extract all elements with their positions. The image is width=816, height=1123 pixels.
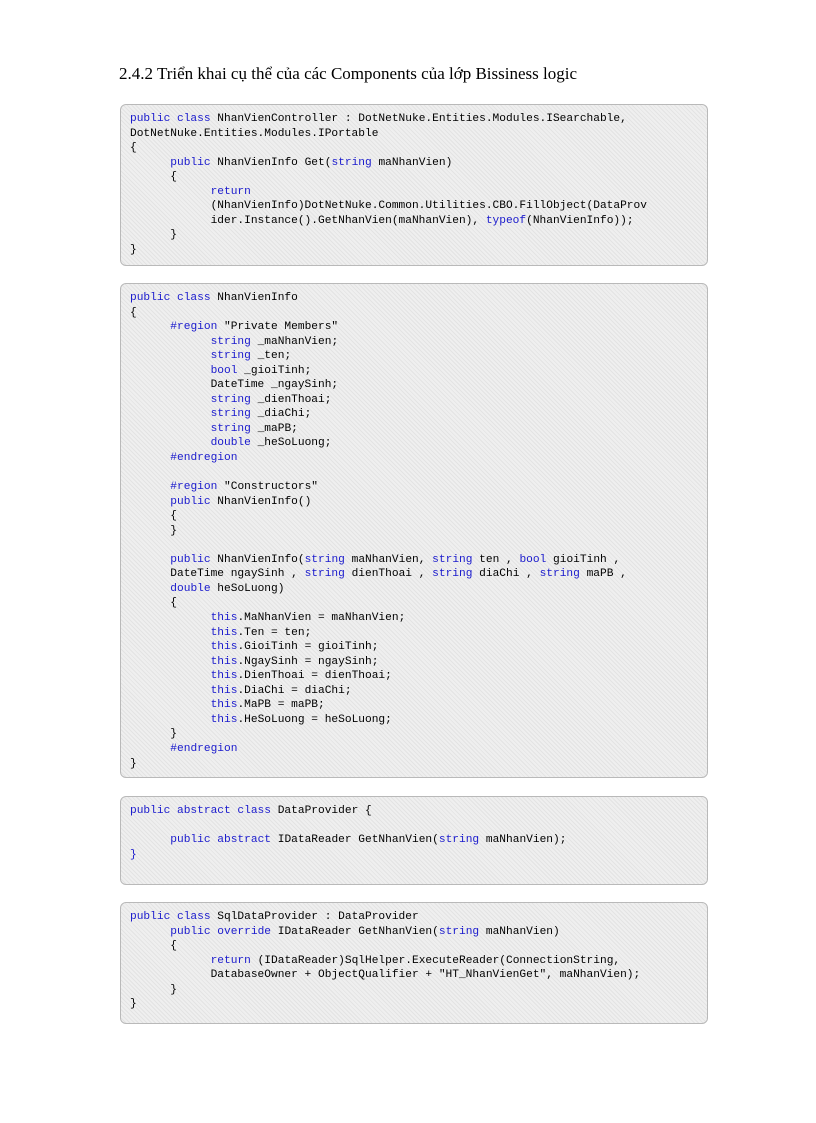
code-keyword: this [210,713,238,726]
code-text: _diaChi; [250,408,312,421]
code-block-data-provider [120,796,708,885]
code-keyword: this [210,655,238,668]
code-line [130,684,627,699]
code-line [130,320,627,335]
code-text: _maNhanVien; [250,335,339,348]
code-text: _gioiTinh; [237,364,312,377]
code-text [130,554,170,566]
code-keyword: this [210,626,238,639]
code-keyword: public abstract [170,834,272,847]
code-keyword: this [210,684,238,697]
code-keyword: string [432,553,473,566]
code-keyword: #region [170,321,218,334]
code-text [130,641,211,653]
code-line [130,306,627,321]
code-text: _ten; [250,350,292,363]
code-keyword: string [210,350,251,363]
code-text: maNhanVien); [479,834,567,847]
code-text: } [130,757,137,770]
code-line [130,804,566,819]
code-line [130,422,627,437]
code-line [130,954,640,969]
code-text [130,423,211,435]
code-line [130,364,627,379]
code-line [130,335,627,350]
code-line [130,243,647,258]
code-text: SqlDataProvider : DataProvider [210,911,419,923]
code-text: (NhanVienInfo)DotNetNuke.Common.Utilities.CBO.FillObject(DataProv [130,200,647,213]
code-text: dienThoai , [344,568,433,581]
code-text: } [130,243,137,256]
code-block-sql-data-provider [120,902,708,1024]
code-line [130,939,640,954]
code-text: } [130,728,177,741]
code-text: maNhanVien) [479,925,560,938]
code-keyword: string [539,568,580,581]
code-text: .MaNhanVien = maNhanVien; [237,612,406,625]
code-text: ten , [472,553,520,566]
code-text [130,955,211,967]
code-keyword: public [170,156,211,169]
code-keyword: public class [130,292,211,304]
code-line [130,199,647,214]
code-text [130,481,170,493]
code-line [130,480,627,495]
code-keyword: string [331,156,372,169]
code-text: .NgaySinh = ngaySinh; [237,655,379,668]
code-line [130,228,647,243]
code-line [130,170,647,185]
code-line [130,185,647,200]
code-text: maNhanVien) [371,156,453,169]
code-keyword: public [170,553,211,566]
code-text [130,408,211,420]
code-keyword: typeof [485,214,527,227]
code-text [130,714,211,726]
code-line [130,214,647,229]
code-text: IDataReader GetNhanVien( [271,925,439,938]
code-keyword: string [438,834,480,847]
code-text: "Private Members" [217,321,339,334]
code-text: } [130,229,177,242]
code-line [130,925,640,940]
code-text [130,365,211,377]
code-keyword: bool [519,553,547,566]
code-text [130,583,170,595]
code-line [130,848,566,863]
code-text: .DiaChi = diaChi; [237,684,352,697]
code-text: .MaPB = maPB; [237,699,325,712]
code-text: _heSoLuong; [250,437,332,450]
code-text: maPB , [579,568,627,581]
code-keyword: string [304,553,345,566]
code-text: { [130,940,177,953]
code-line [130,819,566,834]
code-text [130,336,211,348]
code-text [130,394,211,406]
code-line [130,495,627,510]
code-line [130,655,627,670]
code-line [130,968,640,983]
code-text [130,612,211,624]
code-text [130,321,170,333]
code-text: NhanVienInfo [210,292,298,304]
code-text: NhanVienInfo Get( [210,156,332,169]
code-text: DateTime ngaySinh , [130,568,305,581]
code-keyword: string [210,422,251,435]
code-line [130,141,647,156]
code-keyword: public abstract class [130,805,271,817]
code-keyword: string [210,408,251,421]
code-line [130,524,627,539]
code-line [130,669,627,684]
code-line [130,349,627,364]
code-keyword: string [432,568,473,581]
code-line [130,713,627,728]
code-keyword: public override [170,925,272,938]
code-text [130,186,211,198]
code-text: NhanVienInfo( [210,553,305,566]
code-text: DotNetNuke.Entities.Modules.IPortable [130,127,379,140]
code-line [130,626,627,641]
code-keyword: string [210,393,251,406]
code-line [130,466,627,481]
code-keyword: return [210,185,251,198]
code-listing [130,112,647,257]
code-text: DataProvider { [271,805,372,817]
code-text: { [130,306,137,319]
code-line [130,436,627,451]
code-line [130,538,627,553]
code-text [130,743,170,755]
code-text: NhanVienController : DotNetNuke.Entities.Modules.ISearchable, [210,113,627,125]
code-text: NhanVienInfo() [210,495,312,508]
code-text [130,627,211,639]
code-keyword: bool [210,364,238,377]
code-block-nhanvien-info [120,283,708,778]
code-text: } [130,524,177,537]
code-text [130,699,211,711]
code-line [130,757,627,772]
code-keyword: string [304,568,345,581]
code-text: heSoLuong) [210,582,285,595]
code-keyword: #region [170,481,218,494]
code-line [130,553,627,568]
code-line [130,509,627,524]
code-line [130,833,566,848]
code-text: maNhanVien, [344,553,433,566]
code-keyword: #endregion [170,742,238,755]
code-line [130,742,627,757]
code-line [130,983,640,998]
code-text: { [130,597,177,610]
code-line [130,698,627,713]
section-heading: 2.4.2 Triển khai cụ thể của các Components của lớp Bissiness logic [119,64,578,83]
code-line [130,611,627,626]
code-line [130,407,627,422]
code-line [130,997,640,1012]
code-text [130,157,170,169]
code-text: "Constructors" [217,481,319,494]
code-keyword: #endregion [170,452,238,465]
code-text: (NhanVienInfo)); [526,214,634,227]
code-text: .Ten = ten; [237,626,312,639]
code-text: } [130,983,177,996]
code-text: } [130,998,137,1011]
code-keyword: } [130,848,137,861]
code-line [130,640,627,655]
code-text [130,926,170,938]
code-line [130,378,627,393]
code-line [130,910,640,925]
code-line [130,567,627,582]
code-keyword: this [210,612,238,625]
code-line [130,582,627,597]
code-text: { [130,510,177,523]
code-keyword: public class [130,113,211,125]
code-line [130,127,647,142]
code-text: (IDataReader)SqlHelper.ExecuteReader(ConnectionString, [250,954,621,967]
code-text [130,437,211,449]
code-keyword: double [170,582,211,595]
code-text [130,834,170,846]
code-text: { [130,171,177,184]
code-line [130,451,627,466]
code-keyword: this [210,699,238,712]
code-keyword: public [170,495,211,508]
code-line [130,156,647,171]
code-text: ider.Instance().GetNhanVien(maNhanVien), [130,214,486,227]
code-line [130,112,647,127]
code-text: { [130,142,137,155]
code-text [130,350,211,362]
code-text: _maPB; [250,422,298,435]
code-listing [130,910,640,1012]
code-text: .HeSoLuong = heSoLuong; [237,713,392,726]
code-listing [130,804,566,862]
code-keyword: return [210,954,251,967]
code-line [130,727,627,742]
code-keyword: string [438,925,480,938]
code-line [130,393,627,408]
code-block-nhanvien-controller [120,104,708,266]
code-text: DateTime _ngaySinh; [130,379,339,392]
code-line [130,596,627,611]
code-text [130,496,170,508]
code-text: DatabaseOwner + ObjectQualifier + "HT_NhanVienGet", maNhanVien); [130,969,641,982]
code-keyword: double [210,437,251,450]
code-listing [130,291,627,771]
code-text: diaChi , [472,568,540,581]
code-text [130,452,170,464]
code-keyword: this [210,670,238,683]
code-text: .DienThoai = dienThoai; [237,670,392,683]
code-keyword: this [210,641,238,654]
code-text [130,670,211,682]
code-line [130,291,627,306]
code-text [130,656,211,668]
code-text: .GioiTinh = gioiTinh; [237,641,379,654]
code-text: _dienThoai; [250,393,332,406]
code-text: gioiTinh , [546,553,621,566]
code-keyword: string [210,335,251,348]
code-text: IDataReader GetNhanVien( [271,834,439,847]
code-text [130,685,211,697]
code-keyword: public class [130,911,211,923]
